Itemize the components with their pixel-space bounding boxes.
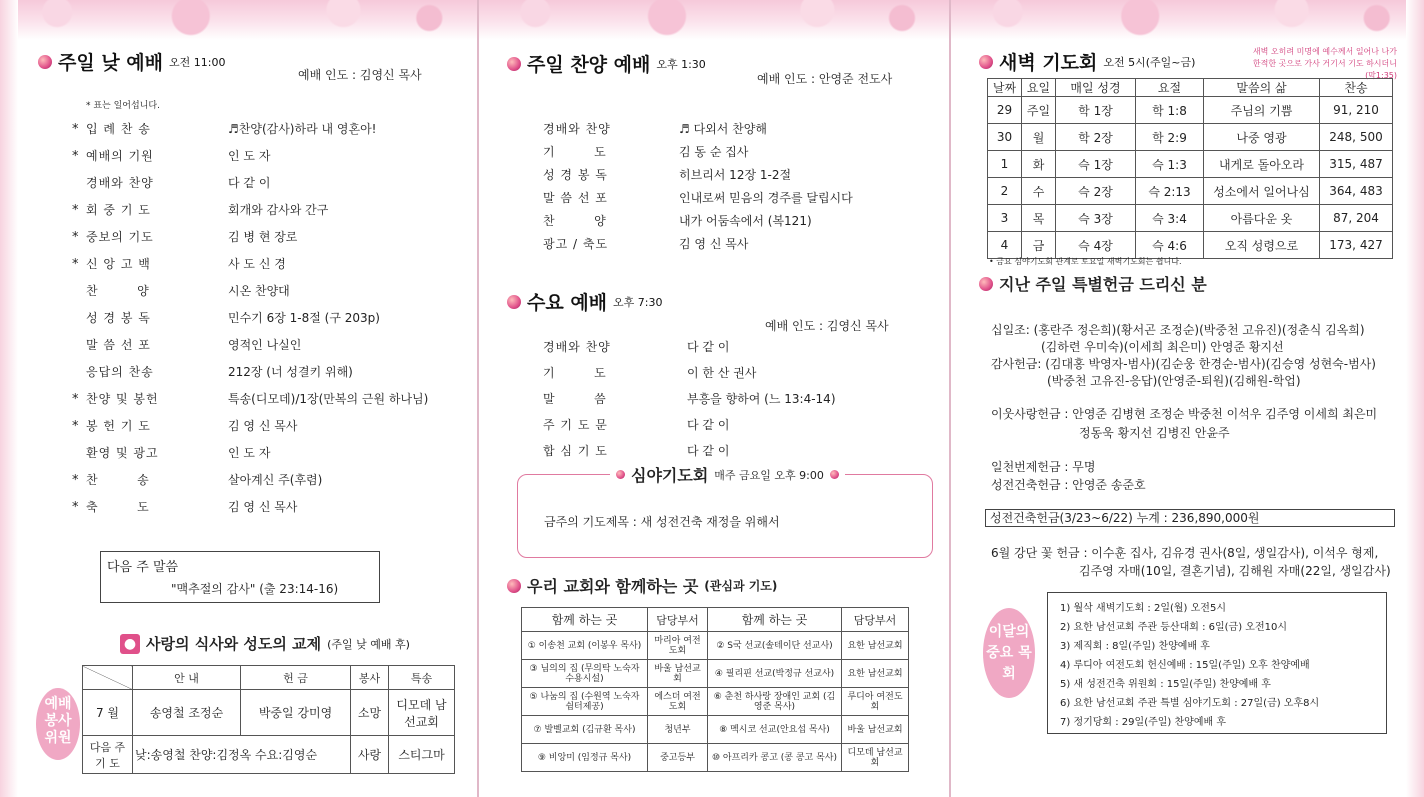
dawn-cell: 91, 210 bbox=[1320, 97, 1393, 124]
apple-icon: ● bbox=[120, 634, 140, 654]
bullet-icon bbox=[507, 57, 521, 71]
order-label: 경배와 찬양 bbox=[86, 176, 154, 190]
event-item: 1) 월삭 새벽기도회 : 2일(월) 오전5시 bbox=[1060, 603, 1226, 614]
dawn-cell: 목 bbox=[1022, 205, 1056, 232]
place-cell: ⑧ 멕시코 선교(안요섭 목사) bbox=[708, 716, 842, 744]
offer-line: 이웃사랑헌금 : 안영준 김병현 조정순 박중천 이석우 김주영 이세희 최은미 bbox=[991, 407, 1378, 421]
th-service: 봉사 bbox=[351, 666, 389, 690]
order-label: 찬 송 bbox=[86, 473, 150, 487]
dawn-cell: 성소에서 일어나심 bbox=[1204, 178, 1320, 205]
table-row bbox=[988, 205, 1393, 232]
dept-cell: 디모데 남선교회 bbox=[842, 744, 909, 772]
th-place: 함께 하는 곳 bbox=[522, 608, 648, 632]
order-label: 주 기 도 문 bbox=[543, 418, 608, 432]
events-box bbox=[1047, 592, 1387, 734]
pink-edge bbox=[1406, 0, 1424, 797]
bullet-icon bbox=[979, 277, 993, 291]
bullet-icon bbox=[830, 470, 839, 479]
place-cell: ⑩ 아프리카 콩고 (콩 콩고 목사) bbox=[708, 744, 842, 772]
order-value: 인내로써 믿음의 경주를 달립시다 bbox=[679, 191, 853, 205]
order-label: 찬 양 bbox=[86, 284, 150, 298]
night-text: 금주의 기도제목 : 새 성전건축 재정을 위해서 bbox=[544, 515, 780, 529]
order-label: 말 씀 선 포 bbox=[543, 191, 608, 205]
section-title: 새벽 기도회 bbox=[999, 52, 1098, 74]
order-label: 봉 헌 기 도 bbox=[86, 419, 151, 433]
order-value: 김 영 신 목사 bbox=[679, 237, 749, 251]
dawn-cell: 29 bbox=[988, 97, 1022, 124]
table-row bbox=[522, 716, 909, 744]
building-fund-total: 성전건축헌금(3/23~6/22) 누계 : 236,890,000원 bbox=[985, 509, 1395, 527]
order-value: 김 영 신 목사 bbox=[228, 419, 298, 433]
order-value: 살아계신 주(후렴) bbox=[228, 473, 323, 487]
th-verse: 요절 bbox=[1136, 79, 1204, 97]
order-value: 내가 어둠속에서 (복121) bbox=[679, 214, 812, 228]
dawn-cell: 364, 483 bbox=[1320, 178, 1393, 205]
star-mark: * bbox=[72, 230, 79, 245]
dept-cell: 바울 남선교회 bbox=[648, 660, 708, 688]
place-cell: ④ 필리핀 선교(박정규 선교사) bbox=[708, 660, 842, 688]
bullet-icon bbox=[38, 55, 52, 69]
dept-cell: 요한 남선교회 bbox=[842, 632, 909, 660]
section-header bbox=[38, 48, 225, 75]
event-item: 5) 새 성전건축 위원회 : 15일(주일) 찬양예배 후 bbox=[1060, 679, 1271, 690]
order-value: 사 도 신 경 bbox=[228, 257, 286, 271]
dawn-cell: 315, 487 bbox=[1320, 151, 1393, 178]
table-row bbox=[988, 232, 1393, 259]
dawn-cell: 주님의 기쁨 bbox=[1204, 97, 1320, 124]
order-value: 인 도 자 bbox=[228, 446, 271, 460]
wed-time: 오후 7:30 bbox=[613, 295, 663, 309]
order-label: 경배와 찬양 bbox=[543, 122, 611, 136]
bullet-icon bbox=[616, 470, 625, 479]
order-label: 축 도 bbox=[86, 500, 150, 514]
place-cell: ⑦ 발벨교회 (김규환 목사) bbox=[522, 716, 648, 744]
table-row bbox=[988, 97, 1393, 124]
special-cell-2: 스티그마 bbox=[389, 736, 455, 774]
panel-sunday-morning bbox=[0, 0, 477, 797]
meal-sub: (주일 낮 예배 후) bbox=[327, 637, 410, 651]
table-row bbox=[988, 151, 1393, 178]
mission-header bbox=[507, 574, 777, 597]
bullet-icon bbox=[507, 579, 521, 593]
dawn-cell: 내게로 돌아오라 bbox=[1204, 151, 1320, 178]
dawn-cell: 주일 bbox=[1022, 97, 1056, 124]
order-label: 예배의 기원 bbox=[86, 149, 154, 163]
dept-cell: 청년부 bbox=[648, 716, 708, 744]
dept-cell: 에스더 여전도회 bbox=[648, 688, 708, 716]
worship-leader: 예배 인도 : 김영신 목사 bbox=[298, 68, 422, 82]
dawn-cell: 오직 성령으로 bbox=[1204, 232, 1320, 259]
flower-line: 6월 강단 꽃 헌금 : 이수훈 집사, 김유경 권사(8일, 생일감사), 이석우 형제, bbox=[991, 546, 1379, 560]
month-cell: 7 월 bbox=[83, 690, 133, 736]
section-title: 주일 찬양 예배 bbox=[527, 54, 651, 76]
order-label: 환영 및 광고 bbox=[86, 446, 159, 460]
mission-title: 우리 교회와 함께하는 곳 bbox=[527, 577, 699, 596]
dawn-cell: 슥 3장 bbox=[1056, 205, 1136, 232]
dawn-cell: 학 1:8 bbox=[1136, 97, 1204, 124]
diag-cell bbox=[83, 666, 133, 690]
dawn-cell: 173, 427 bbox=[1320, 232, 1393, 259]
order-value: 이 한 산 권사 bbox=[687, 366, 757, 380]
order-value: 212장 (너 성결키 위해) bbox=[228, 365, 353, 379]
order-value: ♬ 다외서 찬양해 bbox=[679, 122, 767, 136]
flower-banner bbox=[951, 0, 1424, 40]
dawn-cell: 슥 3:4 bbox=[1136, 205, 1204, 232]
table-row bbox=[522, 744, 909, 772]
dawn-cell: 월 bbox=[1022, 124, 1056, 151]
th-offering: 헌 금 bbox=[241, 666, 351, 690]
section-time: 오전 11:00 bbox=[169, 55, 226, 69]
order-label: 성 경 봉 독 bbox=[86, 311, 151, 325]
th-life: 말씀의 삶 bbox=[1204, 79, 1320, 97]
order-value: 다 같 이 bbox=[687, 418, 730, 432]
service-cell-2: 사랑 bbox=[351, 736, 389, 774]
order-label: 찬 양 bbox=[543, 214, 607, 228]
order-value: ♬찬양(감사)하라 내 영혼아! bbox=[228, 122, 377, 136]
night-time: 매주 금요일 오후 9:00 bbox=[714, 468, 824, 482]
night-title: 심야기도회 bbox=[631, 466, 709, 485]
order-label: 기 도 bbox=[543, 366, 607, 380]
dawn-cell: 30 bbox=[988, 124, 1022, 151]
panel-dawn-prayer bbox=[949, 0, 1424, 797]
dept-cell: 중고등부 bbox=[648, 744, 708, 772]
dawn-cell: 학 2:9 bbox=[1136, 124, 1204, 151]
next-sermon-title: 다음 주 말씀 bbox=[107, 560, 179, 575]
offer-line: 성전건축헌금 : 안영준 송준호 bbox=[991, 478, 1146, 492]
special-cell: 디모데 남선교회 bbox=[389, 690, 455, 736]
order-label: 회 중 기 도 bbox=[86, 203, 151, 217]
night-prayer-box bbox=[517, 466, 933, 558]
dawn-cell: 슥 2장 bbox=[1056, 178, 1136, 205]
order-label: 광고 / 축도 bbox=[543, 237, 609, 251]
dawn-cell: 아름다운 옷 bbox=[1204, 205, 1320, 232]
order-label: 기 도 bbox=[543, 145, 607, 159]
order-label: 찬양 및 봉헌 bbox=[86, 392, 159, 406]
dept-cell: 바울 남선교회 bbox=[842, 716, 909, 744]
scripture-verse: 새벽 오히려 미명에 예수께서 일어나 나가 한적한 곳으로 가사 거기서 기도 하시더니(막1:35) bbox=[1252, 47, 1397, 80]
event-item: 6) 요한 남선교회 주관 특별 심야기도회 : 27일(금) 오후8시 bbox=[1060, 698, 1320, 709]
order-value: 부흥을 향하여 (느 13:4-14) bbox=[687, 392, 836, 406]
table-row bbox=[988, 124, 1393, 151]
order-value: 김 영 신 목사 bbox=[228, 500, 298, 514]
dawn-cell: 4 bbox=[988, 232, 1022, 259]
order-label: 말 씀 bbox=[543, 392, 607, 406]
offer-line: (박중천 고유진-응답)(안영준-퇴원)(김해원-학업) bbox=[1047, 374, 1301, 388]
order-value: 다 같 이 bbox=[687, 340, 730, 354]
dawn-note: • 금요 심야기도회 관계로 토요일 새벽기도회는 쉽니다. bbox=[989, 257, 1182, 266]
mission-sub: (관심과 기도) bbox=[704, 579, 778, 593]
offer-line: 일천번제헌금 : 무명 bbox=[991, 460, 1096, 474]
section-header bbox=[979, 48, 1195, 75]
order-label: 입 례 찬 송 bbox=[86, 122, 151, 136]
th-date: 날짜 bbox=[988, 79, 1022, 97]
place-cell: ① 이송천 교회 (이봉우 목사) bbox=[522, 632, 648, 660]
star-mark: * bbox=[72, 500, 79, 515]
meal-title: 사랑의 식사와 성도의 교제 bbox=[146, 635, 322, 653]
order-value: 특송(디모데)/1장(만복의 근원 하나님) bbox=[228, 392, 429, 406]
event-item: 4) 루디아 여전도회 헌신예배 : 15일(주일) 오후 찬양예배 bbox=[1060, 660, 1310, 671]
dept-cell: 루디아 여전도회 bbox=[842, 688, 909, 716]
star-mark: * bbox=[72, 149, 79, 164]
place-cell: ③ 님의의 집 (무의탁 노숙자 수용시설) bbox=[522, 660, 648, 688]
place-cell: ⑨ 비앙미 (임정규 목사) bbox=[522, 744, 648, 772]
panel-praise-worship bbox=[477, 0, 949, 797]
order-value: 김 병 현 장로 bbox=[228, 230, 298, 244]
event-item: 2) 요한 남선교회 주관 등산대회 : 6일(금) 오전10시 bbox=[1060, 622, 1287, 633]
stand-note: * 표는 일어섭니다. bbox=[86, 101, 160, 111]
prayer-names-cell: 낮:송영철 찬양:김정옥 수요:김영순 bbox=[133, 736, 351, 774]
wed-header bbox=[507, 288, 662, 315]
night-header bbox=[610, 463, 845, 486]
offer-header bbox=[979, 272, 1207, 295]
order-value: 영적인 나실인 bbox=[228, 338, 302, 352]
order-label: 응답의 찬송 bbox=[86, 365, 154, 379]
offer-line: 감사헌금: (김대홍 박영자-범사)(김순웅 한경순-범사)(김승영 성현숙-범사) bbox=[991, 357, 1376, 371]
order-value: 다 같 이 bbox=[687, 444, 730, 458]
order-value: 시온 찬양대 bbox=[228, 284, 290, 298]
mission-table bbox=[521, 607, 909, 772]
next-prayer-cell: 다음 주 기 도 bbox=[83, 736, 133, 774]
offer-line: 십일조: (홍란주 정은희)(황서곤 조정순)(박중천 고유진)(정춘식 김옥희) bbox=[991, 323, 1365, 337]
offer-line: (김하련 우미숙)(이세희 최은미) 안영준 황지선 bbox=[1041, 340, 1284, 354]
dawn-cell: 학 1장 bbox=[1056, 97, 1136, 124]
dawn-cell: 2 bbox=[988, 178, 1022, 205]
dawn-cell: 1 bbox=[988, 151, 1022, 178]
order-value: 히브리서 12장 1-2절 bbox=[679, 168, 792, 182]
monthly-events-tab: 이달의 중요 목회 bbox=[983, 608, 1035, 698]
section-title: 주일 낮 예배 bbox=[58, 52, 163, 74]
th-day: 요일 bbox=[1022, 79, 1056, 97]
meal-header bbox=[120, 633, 410, 654]
dawn-cell: 수 bbox=[1022, 178, 1056, 205]
section-time: 오후 1:30 bbox=[656, 57, 706, 71]
wed-leader: 예배 인도 : 김영신 목사 bbox=[765, 319, 889, 333]
th-dept-2: 담당부서 bbox=[842, 608, 909, 632]
th-hymn: 찬송 bbox=[1320, 79, 1393, 97]
offer-title: 지난 주일 특별헌금 드리신 분 bbox=[999, 275, 1207, 294]
order-label: 말 씀 선 포 bbox=[86, 338, 151, 352]
order-value: 김 동 순 집사 bbox=[679, 145, 749, 159]
service-table bbox=[82, 665, 455, 774]
bullet-icon bbox=[507, 295, 521, 309]
dawn-cell: 슥 1:3 bbox=[1136, 151, 1204, 178]
order-label: 합 심 기 도 bbox=[543, 444, 608, 458]
dawn-cell: 248, 500 bbox=[1320, 124, 1393, 151]
star-mark: * bbox=[72, 257, 79, 272]
star-mark: * bbox=[72, 122, 79, 137]
wed-title: 수요 예배 bbox=[527, 292, 608, 314]
dawn-cell: 학 2장 bbox=[1056, 124, 1136, 151]
dept-cell: 마리아 여전도회 bbox=[648, 632, 708, 660]
worship-leader: 예배 인도 : 안영준 전도사 bbox=[757, 72, 893, 86]
flower-banner bbox=[479, 0, 949, 40]
next-sermon-text: "맥추절의 감사" (출 23:14-16) bbox=[171, 582, 339, 596]
dawn-cell: 금 bbox=[1022, 232, 1056, 259]
service-cell: 소망 bbox=[351, 690, 389, 736]
service-committee-tab: 예배 봉사 위원 bbox=[36, 688, 80, 760]
dawn-cell: 슥 4:6 bbox=[1136, 232, 1204, 259]
offering-cell: 박중일 강미영 bbox=[241, 690, 351, 736]
star-mark: * bbox=[72, 203, 79, 218]
next-sermon-box bbox=[100, 551, 380, 603]
section-header bbox=[507, 50, 706, 77]
table-row bbox=[988, 178, 1393, 205]
dawn-cell: 슥 4장 bbox=[1056, 232, 1136, 259]
table-row bbox=[522, 688, 909, 716]
star-mark: * bbox=[72, 419, 79, 434]
order-value: 회개와 감사와 간구 bbox=[228, 203, 329, 217]
dawn-cell: 3 bbox=[988, 205, 1022, 232]
th-bible: 매일 성경 bbox=[1056, 79, 1136, 97]
flower-banner bbox=[0, 0, 477, 40]
order-label: 중보의 기도 bbox=[86, 230, 154, 244]
order-value: 다 같 이 bbox=[228, 176, 271, 190]
flower-line: 김주영 자매(10일, 결혼기념), 김해원 자매(22일, 생일감사) bbox=[1079, 564, 1391, 578]
order-label: 경배와 찬양 bbox=[543, 340, 611, 354]
dawn-table bbox=[987, 78, 1393, 259]
event-item: 3) 제직회 : 8일(주일) 찬양예배 후 bbox=[1060, 641, 1210, 652]
dawn-cell: 나중 영광 bbox=[1204, 124, 1320, 151]
dawn-cell: 87, 204 bbox=[1320, 205, 1393, 232]
bullet-icon bbox=[979, 55, 993, 69]
place-cell: ⑤ 나눔의 집 (수원역 노숙자 쉼터제공) bbox=[522, 688, 648, 716]
order-value: 민수기 6장 1-8절 (구 203p) bbox=[228, 311, 380, 325]
table-row bbox=[522, 660, 909, 688]
order-label: 성 경 봉 독 bbox=[543, 168, 608, 182]
dawn-cell: 화 bbox=[1022, 151, 1056, 178]
dept-cell: 요한 남선교회 bbox=[842, 660, 909, 688]
th-place-2: 함께 하는 곳 bbox=[708, 608, 842, 632]
place-cell: ⑥ 춘천 하사랑 장애인 교회 (김영준 목사) bbox=[708, 688, 842, 716]
guide-cell: 송영철 조정순 bbox=[133, 690, 241, 736]
dawn-cell: 슥 1장 bbox=[1056, 151, 1136, 178]
th-guide: 안 내 bbox=[133, 666, 241, 690]
star-mark: * bbox=[72, 473, 79, 488]
place-cell: ② S국 선교(솔테이단 선교사) bbox=[708, 632, 842, 660]
dawn-cell: 슥 2:13 bbox=[1136, 178, 1204, 205]
section-time: 오전 5시(주일~금) bbox=[1103, 55, 1196, 69]
table-row bbox=[522, 632, 909, 660]
th-special: 특송 bbox=[389, 666, 455, 690]
offer-line: 정동욱 황지선 김병진 안윤주 bbox=[1079, 426, 1230, 440]
order-label: 신 앙 고 백 bbox=[86, 257, 151, 271]
order-value: 인 도 자 bbox=[228, 149, 271, 163]
star-mark: * bbox=[72, 392, 79, 407]
th-dept: 담당부서 bbox=[648, 608, 708, 632]
pink-edge bbox=[0, 0, 18, 797]
event-item: 7) 정기당회 : 29일(주일) 찬양예배 후 bbox=[1060, 717, 1226, 728]
